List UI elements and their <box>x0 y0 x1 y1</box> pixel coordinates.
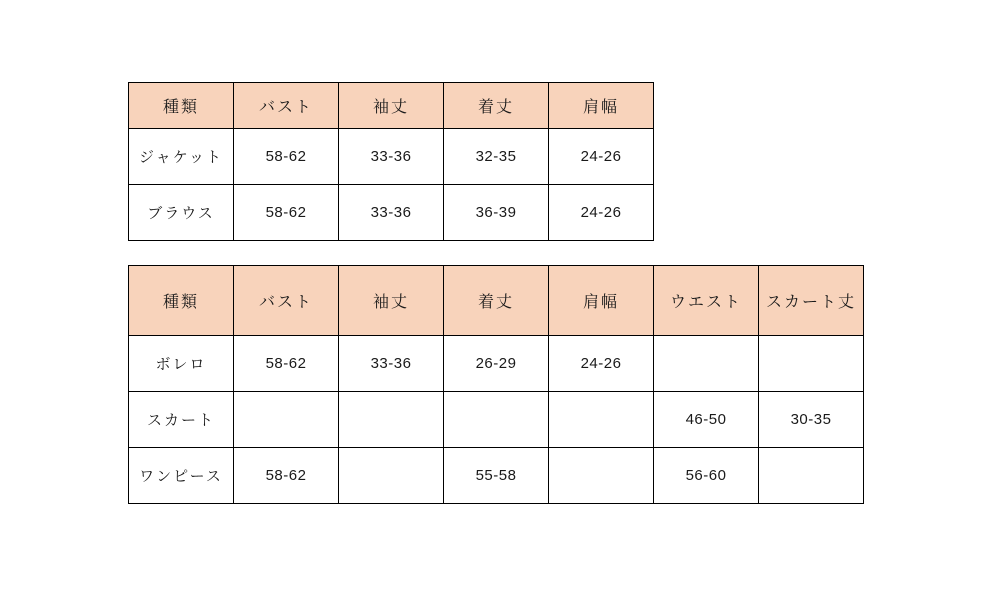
cell-bust: 58-62 <box>234 336 339 392</box>
cell-garment-length: 55-58 <box>444 448 549 504</box>
cell-garment-length: 36-39 <box>444 185 549 241</box>
column-header-type: 種類 <box>129 83 234 129</box>
cell-shoulder-width: 24-26 <box>549 129 654 185</box>
column-header-shoulder-width: 肩幅 <box>549 266 654 336</box>
table-body <box>129 336 864 504</box>
table-header <box>129 83 654 129</box>
table-row <box>129 392 864 448</box>
cell-shoulder-width: 24-26 <box>549 336 654 392</box>
table-row <box>129 448 864 504</box>
cell-waist: 56-60 <box>654 448 759 504</box>
column-header-sleeve-length: 袖丈 <box>339 83 444 129</box>
column-header-garment-length: 着丈 <box>444 83 549 129</box>
row-label-blouse: ブラウス <box>129 185 234 241</box>
table-body <box>129 129 654 241</box>
column-header-bust: バスト <box>234 266 339 336</box>
row-label-skirt: スカート <box>129 392 234 448</box>
cell-sleeve-length <box>339 392 444 448</box>
column-header-skirt-length: スカート丈 <box>759 266 864 336</box>
cell-shoulder-width <box>549 448 654 504</box>
cell-bust: 58-62 <box>234 185 339 241</box>
cell-skirt-length: 30-35 <box>759 392 864 448</box>
cell-garment-length: 32-35 <box>444 129 549 185</box>
row-label-jacket: ジャケット <box>129 129 234 185</box>
cell-shoulder-width: 24-26 <box>549 185 654 241</box>
column-header-waist: ウエスト <box>654 266 759 336</box>
table-header <box>129 266 864 336</box>
cell-bust <box>234 392 339 448</box>
cell-garment-length <box>444 392 549 448</box>
table-row <box>129 129 654 185</box>
cell-skirt-length <box>759 448 864 504</box>
cell-waist: 46-50 <box>654 392 759 448</box>
table-row <box>129 185 654 241</box>
column-header-type: 種類 <box>129 266 234 336</box>
column-header-sleeve-length: 袖丈 <box>339 266 444 336</box>
cell-skirt-length <box>759 336 864 392</box>
table-row <box>129 336 864 392</box>
cell-garment-length: 26-29 <box>444 336 549 392</box>
upper-garment-size-table <box>128 82 654 241</box>
table-header-row <box>129 266 864 336</box>
cell-sleeve-length: 33-36 <box>339 336 444 392</box>
cell-sleeve-length: 33-36 <box>339 129 444 185</box>
full-garment-size-table <box>128 265 864 504</box>
column-header-shoulder-width: 肩幅 <box>549 83 654 129</box>
cell-shoulder-width <box>549 392 654 448</box>
row-label-bolero: ボレロ <box>129 336 234 392</box>
cell-waist <box>654 336 759 392</box>
table-header-row <box>129 83 654 129</box>
cell-sleeve-length: 33-36 <box>339 185 444 241</box>
cell-bust: 58-62 <box>234 448 339 504</box>
row-label-one-piece: ワンピース <box>129 448 234 504</box>
cell-bust: 58-62 <box>234 129 339 185</box>
column-header-garment-length: 着丈 <box>444 266 549 336</box>
cell-sleeve-length <box>339 448 444 504</box>
column-header-bust: バスト <box>234 83 339 129</box>
